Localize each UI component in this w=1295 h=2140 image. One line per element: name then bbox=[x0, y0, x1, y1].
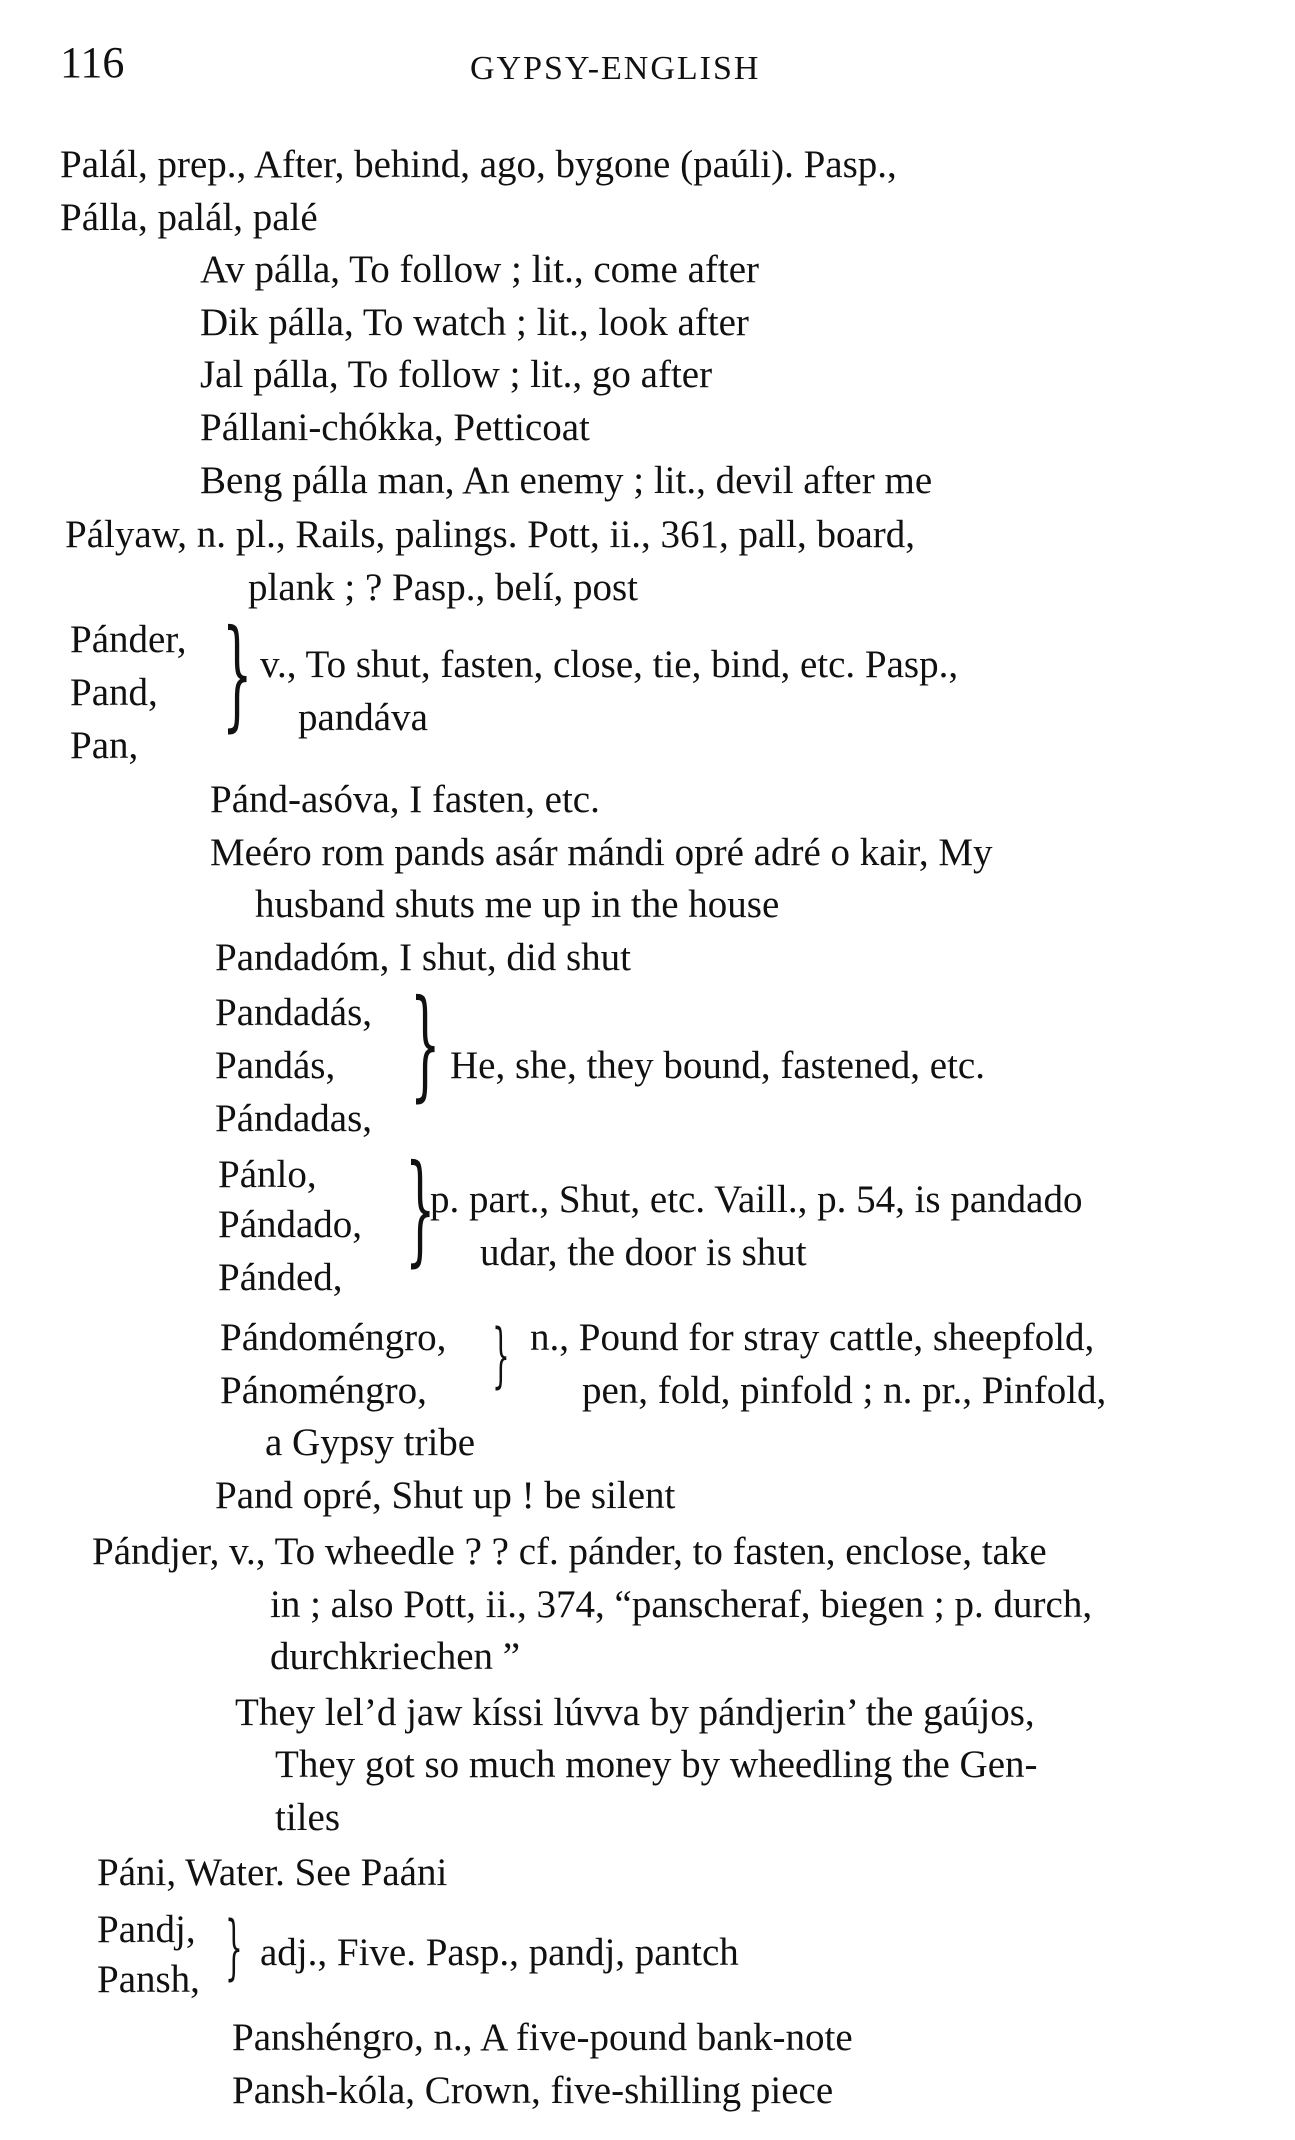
entry-line: He, she, they bound, fastened, etc. bbox=[450, 1044, 985, 1087]
entry-line: Pand opré, Shut up ! be silent bbox=[215, 1474, 676, 1517]
entry-line: Av pálla, To follow ; lit., come after bbox=[200, 248, 760, 291]
entry-line: Pansh-kóla, Crown, five-shilling piece bbox=[232, 2069, 834, 2112]
entry-headword: Pánlo, bbox=[218, 1153, 317, 1196]
entry-line: Beng pálla man, An enemy ; lit., devil after me bbox=[200, 459, 933, 502]
entry-line: pandáva bbox=[298, 696, 428, 739]
entry-headword: Pand, bbox=[70, 671, 158, 714]
entry-headword: Pánded, bbox=[218, 1256, 343, 1299]
entry-headword: Pan, bbox=[70, 724, 139, 767]
entry-line: v., To shut, fasten, close, tie, bind, etc. Pasp., bbox=[260, 643, 959, 686]
entry-line: a Gypsy tribe bbox=[265, 1421, 476, 1464]
entry-headword: Pansh, bbox=[97, 1958, 200, 2001]
entry-line: udar, the door is shut bbox=[480, 1231, 807, 1274]
running-title: GYPSY-ENGLISH bbox=[470, 50, 761, 87]
brace: } bbox=[405, 1140, 436, 1279]
entry-headword: Pánder, bbox=[70, 618, 187, 661]
entry-line: n., Pound for stray cattle, sheepfold, bbox=[530, 1316, 1095, 1359]
entry-line: Dik pálla, To watch ; lit., look after bbox=[200, 301, 749, 344]
entry-headword: Pánoméngro, bbox=[220, 1369, 427, 1412]
entry-line: Panshéngro, n., A five-pound bank-note bbox=[232, 2016, 853, 2059]
entry-line: They got so much money by wheedling the Gen- bbox=[275, 1743, 1038, 1786]
entry-line: husband shuts me up in the house bbox=[255, 883, 780, 926]
page-number: 116 bbox=[60, 38, 125, 87]
entry-line: Pállani-chókka, Petticoat bbox=[200, 406, 590, 449]
entry-line: Pandadóm, I shut, did shut bbox=[215, 936, 631, 979]
entry-line: in ; also Pott, ii., 374, “panscheraf, biegen ; p. durch, bbox=[270, 1583, 1093, 1626]
entry-line: Jal pálla, To follow ; lit., go after bbox=[200, 353, 713, 396]
entry-headword: Pandadás, bbox=[215, 991, 373, 1034]
entry-line: Pándjer, v., To wheedle ? ? cf. pánder, to fasten, enclose, take bbox=[92, 1530, 1047, 1573]
brace: } bbox=[492, 1314, 510, 1396]
entry-headword: Pándoméngro, bbox=[220, 1316, 447, 1359]
brace: } bbox=[222, 605, 253, 744]
entry-headword: Pandj, bbox=[97, 1908, 196, 1951]
entry-line: Palál, prep., After, behind, ago, bygone (paúli). Pasp., bbox=[60, 143, 897, 186]
entry-line: pen, fold, pinfold ; n. pr., Pinfold, bbox=[582, 1369, 1107, 1412]
entry-line: They lel’d jaw kíssi lúvva by pándjerin’ the gaújos, bbox=[235, 1691, 1035, 1734]
entry-headword: Pándado, bbox=[218, 1203, 363, 1246]
entry-headword: Pándadas, bbox=[215, 1097, 373, 1140]
entry-line: plank ; ? Pasp., belí, post bbox=[248, 566, 638, 609]
entry-line: adj., Five. Pasp., pandj, pantch bbox=[260, 1931, 739, 1974]
entry-line: Pánd-asóva, I fasten, etc. bbox=[210, 778, 600, 821]
entry-line: p. part., Shut, etc. Vaill., p. 54, is pandado bbox=[430, 1178, 1083, 1221]
brace: } bbox=[225, 1906, 243, 1988]
entry-line: Pályaw, n. pl., Rails, palings. Pott, ii., 361, pall, board, bbox=[65, 513, 916, 556]
entry-line: Meéro rom pands asár mándi opré adré o kair, My bbox=[210, 831, 993, 874]
entry-headword: Pandás, bbox=[215, 1044, 336, 1087]
brace: } bbox=[410, 975, 441, 1114]
entry-line: Páni, Water. See Paáni bbox=[97, 1851, 448, 1894]
entry-line: tiles bbox=[275, 1796, 340, 1839]
entry-line: Pálla, palál, palé bbox=[60, 196, 318, 239]
entry-line: durchkriechen ” bbox=[270, 1635, 521, 1678]
